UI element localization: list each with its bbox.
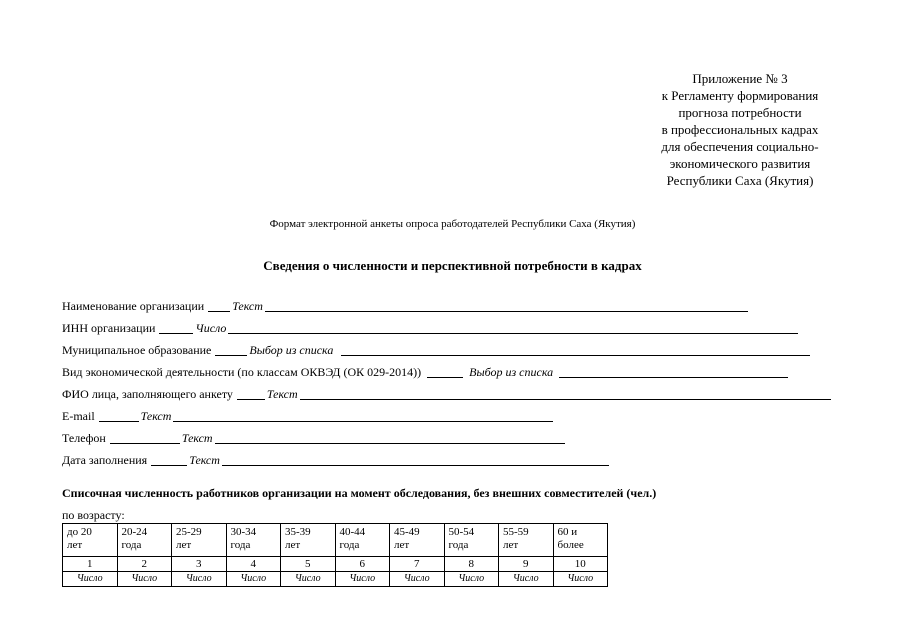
- form-title: Сведения о численности и перспективной потребности в кадрах: [263, 258, 642, 273]
- section-title: Списочная численность работников организации на момент обследования, без внешних совместителей (чел.): [62, 486, 657, 500]
- field-label: ФИО лица, заполняющего анкету: [62, 387, 233, 401]
- table-cell: 5: [281, 557, 336, 572]
- table-header-cell: [444, 524, 499, 557]
- header-line: 30-34: [230, 526, 257, 538]
- field-underline: [215, 343, 247, 356]
- table-cell: 8: [444, 557, 499, 572]
- table-header-cell: [172, 524, 227, 557]
- table-input-cell[interactable]: Число: [390, 572, 445, 587]
- header-line: 55-59: [503, 526, 529, 538]
- field-underline: [427, 365, 463, 378]
- table-input-cell[interactable]: Число: [335, 572, 390, 587]
- table-input-cell[interactable]: Число: [226, 572, 281, 587]
- table-header-cell: [226, 524, 281, 557]
- appendix-line: прогноза потребности: [678, 105, 802, 120]
- field-value[interactable]: Текст: [232, 299, 263, 313]
- field-underline: [341, 343, 810, 356]
- field-organization-name[interactable]: [62, 298, 748, 314]
- field-value[interactable]: Выбор из списка: [249, 343, 334, 357]
- table-input-cell[interactable]: Число: [117, 572, 172, 587]
- field-economic-activity[interactable]: [62, 364, 788, 380]
- field-underline: [237, 387, 265, 400]
- table-cell: 4: [226, 557, 281, 572]
- header-line: 20-24: [121, 526, 148, 538]
- appendix-line: к Регламенту формирования: [661, 88, 819, 103]
- header-line: лет: [285, 539, 301, 551]
- field-fill-date[interactable]: [62, 452, 609, 468]
- field-value[interactable]: Текст: [266, 387, 298, 401]
- field-underline: [208, 299, 230, 312]
- field-value[interactable]: Текст: [181, 431, 213, 445]
- header-line: 60 и: [557, 526, 578, 538]
- field-underline: [559, 365, 788, 378]
- field-underline: [159, 321, 193, 334]
- field-municipality[interactable]: [62, 342, 810, 358]
- header-line: 25-29: [176, 526, 202, 538]
- age-label: по возрасту:: [62, 508, 125, 522]
- header-line: лет: [394, 539, 410, 551]
- field-underline: [215, 431, 565, 444]
- table-input-cell[interactable]: Число: [444, 572, 499, 587]
- field-value[interactable]: Число: [195, 321, 227, 335]
- field-underline: [173, 409, 553, 422]
- header-line: лет: [503, 539, 519, 551]
- table-cell: 10: [553, 557, 608, 572]
- header-line: лет: [67, 539, 83, 551]
- field-inn[interactable]: [62, 320, 798, 336]
- field-label: Вид экономической деятельности (по классам ОКВЭД (ОК 029-2014)): [62, 365, 422, 379]
- table-cell: 9: [499, 557, 554, 572]
- field-value[interactable]: Выбор из списка: [469, 365, 554, 379]
- table-header-row: [63, 524, 608, 557]
- field-label: Дата заполнения: [62, 453, 148, 467]
- table-input-cell[interactable]: Число: [63, 572, 118, 587]
- table-header-cell: [499, 524, 554, 557]
- field-underline: [110, 431, 180, 444]
- header-line: до 20: [67, 526, 92, 538]
- table-input-cell[interactable]: Число: [172, 572, 227, 587]
- header-line: 50-54: [448, 526, 475, 538]
- header-line: 35-39: [285, 526, 311, 538]
- table-cell: 2: [117, 557, 172, 572]
- field-underline: [228, 321, 798, 334]
- field-underline: [300, 387, 831, 400]
- header-line: года: [448, 539, 469, 551]
- header-line: 40-44: [339, 526, 366, 538]
- table-input-cell[interactable]: Число: [499, 572, 554, 587]
- table-header-cell: [63, 524, 118, 557]
- field-phone[interactable]: [62, 430, 565, 446]
- header-line: более: [557, 539, 584, 551]
- table-cell: 3: [172, 557, 227, 572]
- field-underline: [222, 453, 609, 466]
- table-header-cell: [553, 524, 608, 557]
- field-label: ИНН организации: [62, 321, 156, 335]
- table-header-cell: [117, 524, 172, 557]
- field-value[interactable]: Текст: [140, 409, 172, 423]
- field-underline: [265, 299, 748, 312]
- table-cell: 7: [390, 557, 445, 572]
- header-line: лет: [176, 539, 192, 551]
- table-header-cell: [390, 524, 445, 557]
- table-input-cell[interactable]: Число: [281, 572, 336, 587]
- table-input-cell[interactable]: Число: [553, 572, 608, 587]
- table-value-row: [63, 572, 608, 587]
- header-line: 45-49: [394, 526, 420, 538]
- header-line: года: [121, 539, 142, 551]
- table-cell: 6: [335, 557, 390, 572]
- appendix-line: для обеспечения социально-: [661, 139, 819, 154]
- appendix-line: Приложение № 3: [692, 71, 788, 86]
- field-underline: [99, 409, 139, 422]
- header-line: года: [230, 539, 251, 551]
- table-header-cell: [335, 524, 390, 557]
- appendix-line: Республики Саха (Якутия): [666, 173, 814, 188]
- header-line: года: [339, 539, 360, 551]
- field-filler-name[interactable]: [62, 386, 831, 402]
- table-cell: 1: [63, 557, 118, 572]
- appendix-header: [600, 70, 880, 189]
- field-email[interactable]: [62, 408, 553, 424]
- table-number-row: [63, 557, 608, 572]
- field-label: Муниципальное образование: [62, 343, 212, 357]
- appendix-line: в профессиональных кадрах: [661, 122, 819, 137]
- form-subtitle: Формат электронной анкеты опроса работодателей Республики Саха (Якутия): [269, 218, 636, 230]
- field-label: E-mail: [62, 409, 95, 423]
- table-header-cell: [281, 524, 336, 557]
- age-table: [62, 523, 608, 587]
- appendix-line: экономического развития: [669, 156, 811, 171]
- field-value[interactable]: Текст: [189, 453, 220, 467]
- field-label: Наименование организации: [62, 299, 205, 313]
- field-underline: [151, 453, 187, 466]
- field-label: Телефон: [62, 431, 106, 445]
